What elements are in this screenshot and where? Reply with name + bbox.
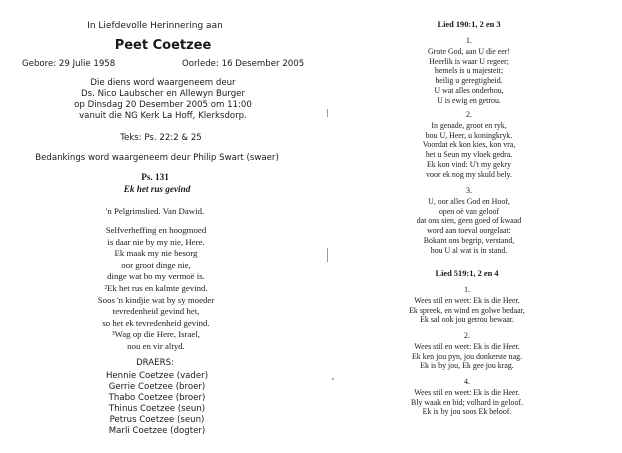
print-speck xyxy=(332,378,334,380)
hymn-line: open oë van geloof xyxy=(438,206,500,216)
death-date: Oorlede: 16 Desember 2005 xyxy=(182,59,305,69)
pallbearer-item: Gerrie Coetzee (broer) xyxy=(108,382,206,393)
thanks-line: Bedankings word waargeneem deur Philip Swart (swaer) xyxy=(35,153,279,163)
hymn-line: Wees stil en weet: Ek is die Heer. xyxy=(414,342,520,351)
psalm-line: oor groot dinge nie, xyxy=(121,259,191,270)
fold-mark xyxy=(327,248,328,262)
psalm-line: ³Wag op die Here, Israel, xyxy=(112,329,200,340)
pallbearers-title: DRAERS: xyxy=(136,358,174,368)
pallbearer-item: Thabo Coetzee (broer) xyxy=(108,393,206,404)
memorial-heading: In Liefdevolle Herinnering aan xyxy=(87,21,223,31)
hymn-line: Ek kon vind: U't my gekry xyxy=(426,159,512,169)
hymn-519-verse-4 xyxy=(411,377,523,417)
verse-number: 2. xyxy=(463,331,470,340)
service-details xyxy=(74,78,252,122)
service-line: op Dinsdag 20 Desember 2005 om 11:00 xyxy=(74,100,252,110)
service-line: Ds. Nico Laubscher en Allewyn Burger xyxy=(81,89,245,99)
hymn-line: Ek spreek, en wind en golwe bedaar, xyxy=(409,305,525,315)
pallbearer-item: Petrus Coetzee (seun) xyxy=(109,415,205,426)
pallbearers-list xyxy=(106,371,208,438)
psalm-line: tevredenheid gevind het, xyxy=(112,306,200,317)
pallbearer-item: Marli Coetzee (dogter) xyxy=(108,426,206,437)
hymn-519-verse-2 xyxy=(412,331,522,371)
hymn-line: U is ewig en getrou. xyxy=(437,95,501,105)
verse-number: 1. xyxy=(465,36,472,45)
service-line: vanuit die NG Kerk La Hoff, Klerksdorp. xyxy=(79,111,247,121)
pallbearer-item: Thinus Coetzee (seun) xyxy=(108,404,206,415)
hymn-line: Wees stil en weet: Ek is die Heer. xyxy=(414,296,520,305)
hymn-line: voor ek nog my skuld bely. xyxy=(426,169,512,179)
fold-mark xyxy=(327,109,328,117)
psalm-title: Ps. 131 xyxy=(141,172,169,182)
hymn-line: heilig u geregtigheid. xyxy=(435,76,503,86)
hymn-line: Heerlik is waar U regeer; xyxy=(429,56,509,66)
hymn-line: Ek ken jou pyn, jou donkerste nag. xyxy=(411,351,523,361)
psalm-line: Soos 'n kindjie wat by sy moeder xyxy=(97,294,215,305)
hymn-line: Bly waak en bid; volhard in geloof. xyxy=(411,397,523,407)
psalm-line: nou en vir altyd. xyxy=(127,340,185,351)
sermon-texts: Teks: Ps. 22:2 & 25 xyxy=(120,133,202,143)
verse-number: 3. xyxy=(466,186,472,195)
verse-number: 2. xyxy=(466,110,472,119)
hymn-190-verse-1 xyxy=(428,36,510,105)
hymn-line: Wees stil en weet: Ek is die Heer. xyxy=(414,388,520,397)
psalm-line: is daar nie by my nie, Here. xyxy=(107,236,205,247)
psalm-subtitle: Ek het rus gevind xyxy=(123,184,191,194)
psalm-line: Ek maak my nie besorg xyxy=(114,248,198,259)
hymn-190-verse-2 xyxy=(423,110,516,179)
hymn-line: word aan toeval oorgelaat: xyxy=(427,226,511,236)
hymn-line: Ek sal ook jou getrou bewaar. xyxy=(420,315,514,325)
hymn-line: U wat alles onderhou, xyxy=(434,85,504,95)
hymn-line: Grote God, aan U die eer! xyxy=(428,47,510,56)
hymn-519-verse-1 xyxy=(409,285,525,325)
hymn-519-title: Lied 519:1, 2 en 4 xyxy=(435,269,499,278)
hymn-line: hou U al wat is in stand. xyxy=(430,245,508,255)
verse-number: 1. xyxy=(464,285,470,294)
hymn-line: Ek is by jou, Ek gee jou krag. xyxy=(420,361,514,371)
psalm-line: ²Ek het rus en kalmte gevind. xyxy=(104,282,208,293)
left-page xyxy=(0,0,310,453)
psalm-intro: 'n Pelgrimslied. Van Dawid. xyxy=(105,206,205,216)
psalm-text xyxy=(98,225,214,353)
hymn-line: het u Seun my vloek gedra. xyxy=(425,150,513,160)
psalm-line: so het ek tevredenheid gevind. xyxy=(102,317,210,328)
hymn-line: Ek is by jou soos Ek beloof. xyxy=(422,407,512,417)
hymn-190-verse-3 xyxy=(417,186,522,255)
service-line: Die diens word waargeneem deur xyxy=(90,78,236,88)
hymn-line: hemels is u majesteit; xyxy=(434,66,504,76)
psalm-line: dinge wat bo my vermoë is. xyxy=(107,271,205,282)
deceased-name: Peet Coetzee xyxy=(114,38,212,53)
verse-number: 4. xyxy=(463,377,470,386)
hymn-line: In genade, groot en ryk, xyxy=(431,121,507,130)
hymn-190-title: Lied 190:1, 2 en 3 xyxy=(437,20,501,29)
hymn-line: U, oor alles God en Hoof, xyxy=(428,197,510,206)
psalm-line: Selfverheffing en hoogmoed xyxy=(105,225,207,235)
birth-date: Gebore: 29 Julie 1958 xyxy=(22,59,116,69)
pallbearer-item: Hennie Coetzee (vader) xyxy=(105,371,209,381)
hymn-line: bou U, Heer, u koningkryk. xyxy=(425,130,513,140)
hymn-line: dat ons sien, geen goed of kwaad xyxy=(416,216,522,226)
hymn-line: Voordat ek kon kies, kon vra, xyxy=(422,140,516,150)
hymn-line: Bokant ons begrip, verstand, xyxy=(423,235,515,245)
